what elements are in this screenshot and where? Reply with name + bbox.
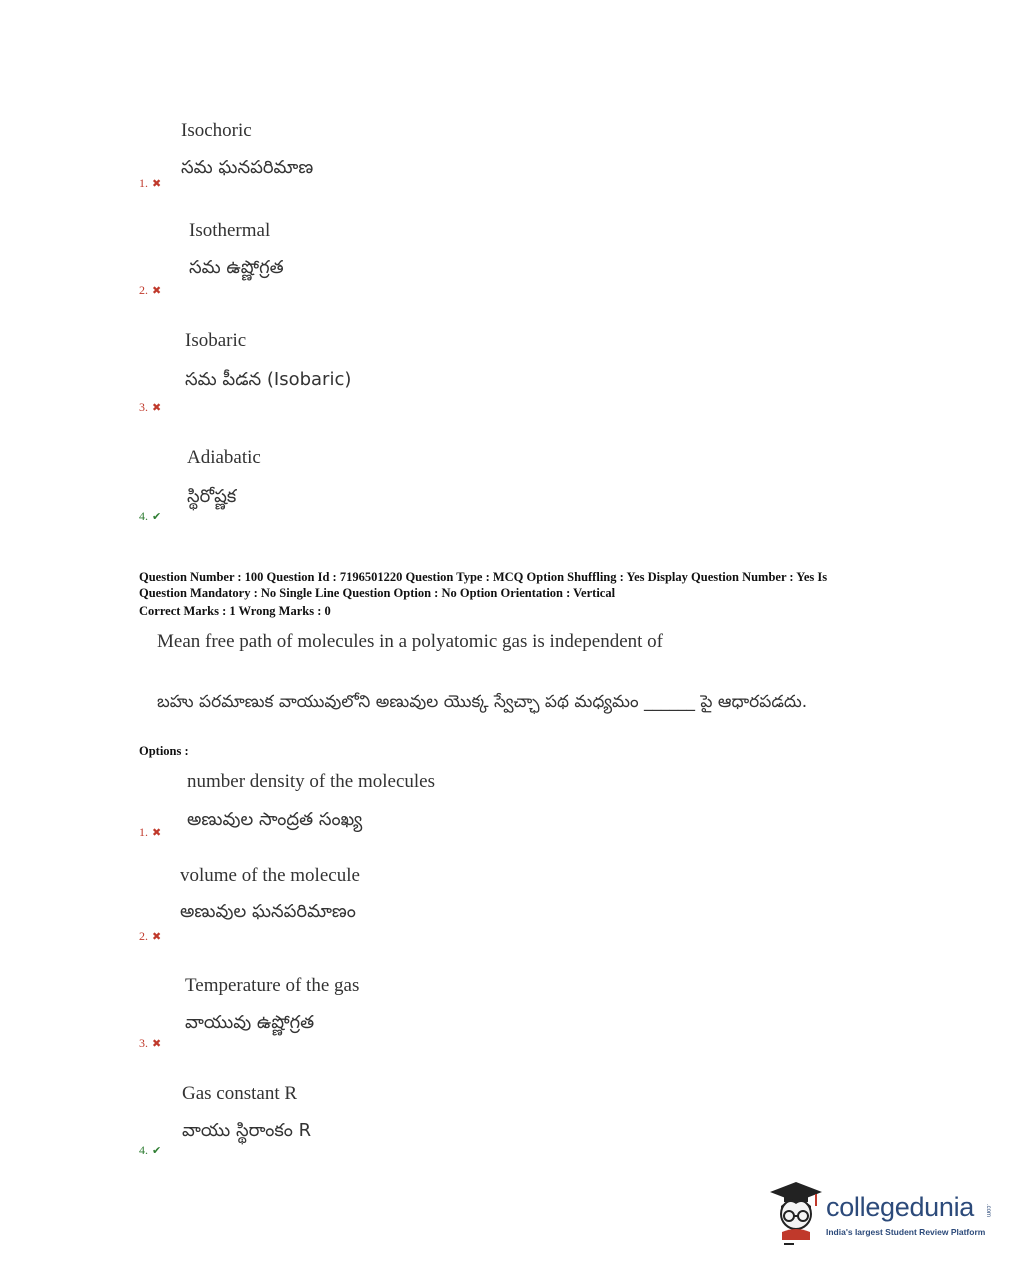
- option-text-en: Isochoric: [181, 120, 252, 141]
- option-number: 1. ✖: [139, 825, 162, 839]
- options-label: Options :: [139, 744, 189, 758]
- option-text-te: సమ ఉష్ణోగ్రత: [189, 257, 284, 278]
- option-text-en: Isothermal: [189, 220, 271, 241]
- cross-icon: ✖: [152, 401, 162, 414]
- check-icon: ✔: [152, 510, 162, 523]
- option-text-en: Adiabatic: [187, 447, 261, 468]
- option-text-en: Temperature of the gas: [185, 975, 360, 996]
- check-icon: ✔: [152, 1144, 162, 1157]
- question-meta-line-2: Question Mandatory : No Single Line Question Option : No Option Orientation : Vertical: [139, 586, 616, 600]
- option-text-te: వాయువు ఉష్ణోగ్రత: [185, 1012, 315, 1033]
- logo-suffix: .com: [985, 1204, 991, 1218]
- option-text-en: Gas constant R: [182, 1083, 298, 1104]
- option-text-te: స్థిరోష్ణక: [187, 486, 237, 507]
- cross-icon: ✖: [152, 826, 162, 839]
- question-text-te: బహు పరమాణుక వాయువులోని అణువుల యొక్క స్వేచ్ఛా పథ మధ్యమం ______ పై ఆధారపడదు.: [157, 692, 808, 712]
- option-number: 3. ✖: [139, 400, 162, 414]
- option-text-te: సమ ఘనపరిమాణ: [181, 157, 314, 178]
- cross-icon: ✖: [152, 1037, 162, 1050]
- option-number: 4. ✔: [139, 509, 162, 523]
- option-text-en: number density of the molecules: [187, 771, 435, 792]
- option-text-te: అణువుల సాంద్రత సంఖ్య: [187, 809, 363, 830]
- logo-tagline: India's largest Student Review Platform: [826, 1227, 986, 1237]
- option-text-te: వాయు స్థిరాంకం R: [182, 1120, 312, 1141]
- option-number: 2. ✖: [139, 283, 162, 297]
- option-number: 4. ✔: [139, 1143, 162, 1157]
- question-marks: Correct Marks : 1 Wrong Marks : 0: [139, 604, 331, 618]
- cross-icon: ✖: [152, 284, 162, 297]
- option-number: 2. ✖: [139, 929, 162, 943]
- option-number: 3. ✖: [139, 1036, 162, 1050]
- option-text-te: అణువుల ఘనపరిమాణం: [180, 901, 356, 922]
- option-text-en: Isobaric: [185, 330, 247, 351]
- question-meta-line-1: Question Number : 100 Question Id : 7196501220 Question Type : MCQ Option Shuffling : Yes Display Question Number : Yes Is: [139, 570, 828, 584]
- logo-wordmark: collegedunia: [826, 1192, 975, 1222]
- mascot-icon: [768, 1180, 824, 1250]
- option-text-te: సమ పీడన (Isobaric): [185, 369, 352, 390]
- cross-icon: ✖: [152, 177, 162, 190]
- question-text-en: Mean free path of molecules in a polyatomic gas is independent of: [157, 631, 663, 652]
- option-number: 1. ✖: [139, 176, 162, 190]
- cross-icon: ✖: [152, 930, 162, 943]
- collegedunia-logo: [768, 1180, 993, 1250]
- option-text-en: volume of the molecule: [180, 865, 360, 886]
